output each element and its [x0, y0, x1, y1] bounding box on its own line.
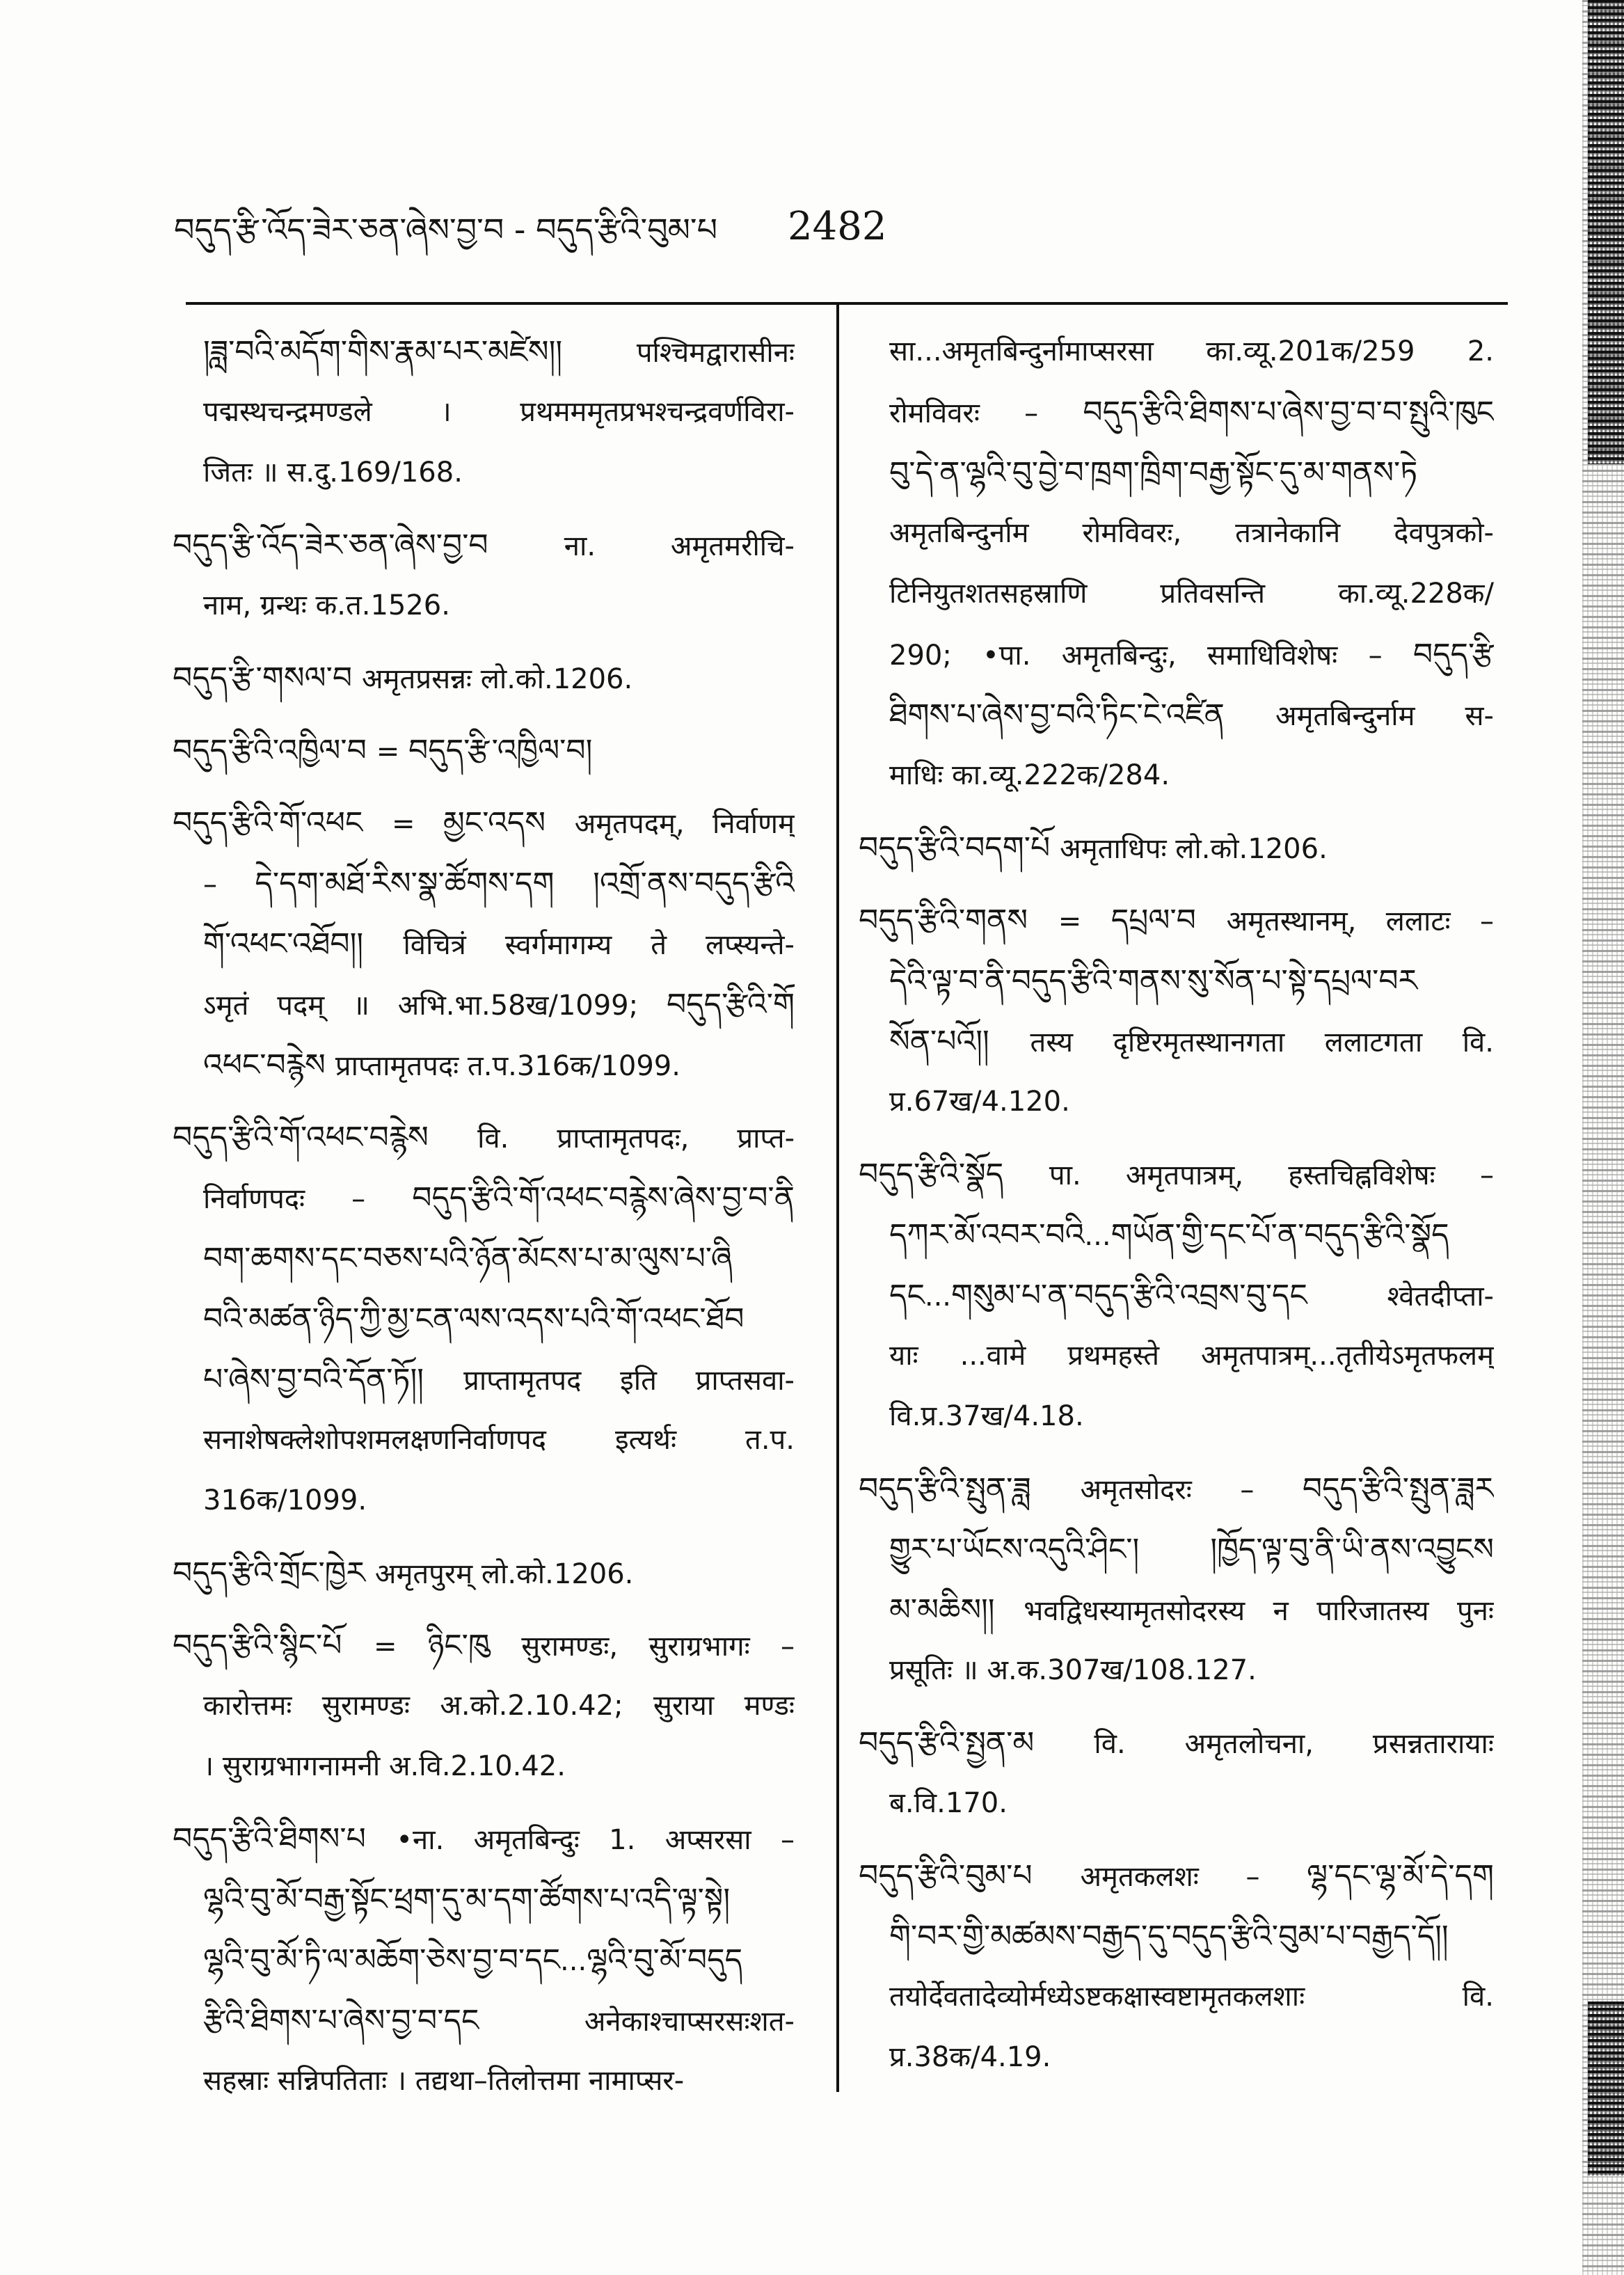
entry-line [859, 1519, 1494, 1580]
sanskrit-text: प्रसूतिः ॥ अ.क.307ख/108.127. [889, 1654, 1257, 1686]
entry-line [859, 1011, 1494, 1072]
tibetan-text: བདུད་རྩིའི་གནས [859, 903, 1058, 938]
sanskrit-text: नाम, ग्रन्थः क.त.1526. [203, 589, 450, 621]
sanskrit-text: – [203, 869, 255, 901]
entry-headline [859, 1846, 1494, 1906]
sanskrit-text: जितः ॥ स.दु.169/168. [203, 457, 463, 489]
entry-headline [859, 890, 1494, 951]
entry-line [859, 624, 1494, 685]
tibetan-text: དང [889, 1278, 925, 1313]
left-column [173, 322, 795, 2111]
tibetan-text: བདུད་རྩི་གསལ་བ [173, 660, 363, 696]
entry-line [859, 1967, 1494, 2027]
sanskrit-text: सहस्राः सन्निपतिताः । तद्यथा–तिलोत्तमा नामाप्सर- [203, 2065, 685, 2097]
sanskrit-text: अमृतपुरम् लो.को.1206. [374, 1558, 634, 1590]
entry-line [859, 564, 1494, 624]
sanskrit-text: 316क/1099. [203, 1484, 367, 1516]
sanskrit-text: = [376, 736, 409, 768]
tibetan-text: བདུད་རྩིའི་གོ་འཕང་བརྙེས་ཞེས་བྱ་བ་ནི [412, 1180, 795, 1216]
tibetan-text: བདུད་རྩི [1412, 637, 1494, 672]
entry-line [173, 1990, 795, 2051]
tibetan-text: གོ་འཕང་འཐོབ།། [203, 926, 404, 962]
sanskrit-text: अनेकाश्चाप्सरसःशत- [584, 2006, 795, 2038]
dictionary-entry [859, 1713, 1494, 1834]
tibetan-text: ཐིགས་པ་ཞེས་བྱ་བའི་ཏིང་ངེ་འཛིན [889, 697, 1276, 733]
entry-line [173, 1289, 795, 1349]
entry-line [859, 1386, 1494, 1447]
sanskrit-text: 290; •पा. अमृतबिन्दुः, समाधिविशेषः – [889, 640, 1413, 672]
sanskrit-text: ब.वि.170. [889, 1787, 1008, 1819]
tibetan-text: དཀར་མོ་འབར་བའི [889, 1217, 1085, 1253]
dictionary-entry [173, 515, 795, 636]
sanskrit-text: अमृतस्थानम्, ललाटः – [1226, 905, 1494, 937]
entry-line [859, 382, 1494, 443]
sanskrit-text: टिनियुतशतसहस्राणि प्रतिवसन्ति का.व्यू.228क/ [889, 578, 1494, 610]
entry-line [173, 2051, 795, 2111]
entry-line [173, 322, 795, 382]
entry-line [859, 1773, 1494, 1834]
entry-headline [173, 1809, 795, 1869]
sanskrit-text: अमृतकलशः – [1080, 1861, 1307, 1893]
sanskrit-text: निर्वाणपदः – [203, 1183, 413, 1215]
entry-headline [859, 1713, 1494, 1773]
sanskrit-text: वि. प्राप्तामृतपदः, प्राप्त- [477, 1123, 795, 1155]
entry-line [859, 2027, 1494, 2088]
continued-entry [859, 322, 1494, 806]
sanskrit-text: प्र.67ख/4.120. [889, 1086, 1070, 1118]
entry-headline [173, 1615, 795, 1676]
dictionary-entry [173, 1809, 795, 2111]
entry-headline [173, 648, 795, 708]
sanskrit-text: सुरामण्डः, सुराग्रभागः – [521, 1631, 795, 1663]
entry-line [859, 685, 1494, 745]
dictionary-entry [859, 1144, 1494, 1447]
tibetan-text: བུ་དེ་ན་ལྷའི་བུ་བྱེ་བ་ཁྲག་ཁྲིག་བརྒྱ་སྟོང་དུ་མ་གནས་ཏེ [889, 455, 1418, 491]
tibetan-text: གི་བར་གྱི་མཚམས་བརྒྱད་དུ་བདུད་རྩིའི་བུམ་པ་བརྒྱད་དོ།། [889, 1919, 1449, 1954]
sanskrit-text: अमृतसोदरः – [1080, 1474, 1303, 1506]
tibetan-text: དེའི་ལྟ་བ་ནི་བདུད་རྩིའི་གནས་སུ་སོན་པ་སྟེ་དཔྲལ་བར [889, 963, 1418, 999]
tibetan-text: མྱང་འདས [443, 805, 575, 841]
sanskrit-text: पद्मस्थचन्द्रमण्डले । प्रथमममृतप्रभश्चन्द्रवर्णविरा- [203, 396, 795, 428]
sanskrit-text: प्र.38क/4.19. [889, 2041, 1051, 2073]
sanskrit-text: अमृतपदम्, निर्वाणम् [574, 808, 795, 840]
sanskrit-text: ना. अमृतमरीचि- [564, 530, 795, 562]
entry-headline [173, 793, 795, 853]
sanskrit-text: = [1058, 905, 1111, 937]
page-number: 2482 [788, 204, 887, 249]
column-divider [836, 303, 839, 2092]
sanskrit-text: = [391, 808, 443, 840]
entry-line [173, 1930, 795, 1990]
header-rule [186, 302, 1508, 305]
dictionary-entry [173, 1107, 795, 1531]
sanskrit-text: ... [560, 1945, 587, 1977]
entry-line [173, 1736, 795, 1797]
dictionary-entry [859, 818, 1494, 878]
sanskrit-text: ... [1084, 1220, 1111, 1252]
tibetan-text: བདུད་རྩིའི་གོ་འཕང་བརྙེས [173, 1120, 478, 1155]
sanskrit-text: अमृतप्रसन्नः लो.को.1206. [362, 663, 633, 695]
tibetan-text: བདུད་རྩིའི་གོ [666, 987, 795, 1022]
entry-line [859, 1265, 1494, 1326]
tibetan-text: བདུད་རྩིའི་ཐིགས་པ [173, 1821, 397, 1857]
tibetan-text: སོན་པའོ།། [889, 1024, 1030, 1059]
sanskrit-text: । सुराग्रभागनामनी अ.वि.2.10.42. [203, 1750, 566, 1782]
sanskrit-text: वि. अमृतलोचना, प्रसन्नतारायाः [1094, 1728, 1494, 1760]
tibetan-text: གྱུར་པ་ཡོངས་འདུའི་ཤིང་། །ཁྱོད་ལྟ་བུ་ནི་ཡི་ནས་འབྱུངས [889, 1532, 1494, 1567]
tibetan-text: བདུད་རྩིའི་སྤུན་ཟླར [1302, 1471, 1494, 1507]
sanskrit-text: माधिः का.व्यू.222क/284. [889, 759, 1170, 791]
entry-headline [173, 515, 795, 576]
entry-headline [859, 1459, 1494, 1519]
sanskrit-text: सनाशेषक्लेशोपशमलक्षणनिर्वाणपद इत्यर्थः त.प. [203, 1424, 795, 1456]
scan-edge-noise-dark [1588, 0, 1624, 464]
sanskrit-text: कारोत्तमः सुरामण्डः अ.को.2.10.42; सुराया मण्डः [203, 1690, 795, 1722]
entry-headline [173, 1107, 795, 1168]
entry-line [173, 1869, 795, 1930]
tibetan-text: གསུམ་པ་ན་བདུད་རྩིའི་འབྲས་བུ་དང [951, 1278, 1387, 1313]
running-head: བདུད་རྩི་འོད་ཟེར་ཅན་ཞེས་བྱ་བ - བདུད་རྩིའི་བུམ་པ [174, 211, 718, 248]
tibetan-text: བདུད་རྩིའི་གོ་འཕང [173, 805, 392, 841]
tibetan-text: དཔྲལ་བ [1110, 903, 1227, 938]
entry-headline [173, 720, 795, 781]
entry-line [859, 1326, 1494, 1386]
tibetan-text: བདུད་རྩིའི་གྲོང་ཁྱེར [173, 1555, 375, 1591]
tibetan-text: ལྷ་དང་ལྷ་མོ་དེ་དག [1307, 1858, 1494, 1894]
entry-line [859, 443, 1494, 503]
tibetan-text: བདུད་རྩིའི་སྤྱན་མ [859, 1725, 1094, 1761]
entry-headline [859, 1144, 1494, 1205]
sanskrit-text: श्वेतदीप्ता- [1387, 1281, 1494, 1313]
tibetan-text: པ་ཞེས་བྱ་བའི་དོན་ཏོ།། [203, 1362, 464, 1397]
tibetan-text: ཉིང་ཁུ [427, 1628, 522, 1663]
entry-line [859, 1205, 1494, 1265]
entry-line [173, 382, 795, 443]
tibetan-text: དེ་དག་མཐོ་རིས་སྣ་ཚོགས་དག །འགྲོ་ནས་བདུད་རྩིའི [255, 866, 795, 901]
entry-line [173, 1676, 795, 1736]
sanskrit-text: ऽमृतं पदम् ॥ अभि.भा.58ख/1099; [203, 990, 667, 1022]
sanskrit-text: वि.प्र.37ख/4.18. [889, 1400, 1084, 1432]
dictionary-entry [859, 890, 1494, 1132]
dictionary-entry [173, 720, 795, 781]
tibetan-text: ལྷའི་བུ་མོ་ཏི་ལ་མཆོག་ཅེས་བྱ་བ་དང [203, 1942, 561, 1978]
tibetan-text: བདུད་རྩིའི་སྤུན་ཟླ [859, 1471, 1081, 1507]
entry-line [173, 1410, 795, 1471]
continued-entry [173, 322, 795, 503]
entry-line [859, 951, 1494, 1011]
sanskrit-text: तयोर्देवतादेव्योर्मध्येऽष्टकक्षास्वष्टामृतकलशाः वि. [889, 1981, 1494, 2013]
dictionary-entry [173, 1543, 795, 1603]
sanskrit-text: अमृतबिन्दुर्नाम रोमविवरः, तत्रानेकानि देवपुत्रको- [889, 517, 1494, 549]
dictionary-entry [173, 648, 795, 708]
sanskrit-text: •ना. अमृतबिन्दुः 1. अप्सरसा – [396, 1824, 795, 1856]
dictionary-entry [859, 1846, 1494, 2088]
tibetan-text: བདུད་རྩི་འོད་ཟེར་ཅན་ཞེས་བྱ་བ [173, 528, 564, 563]
tibetan-text: བདུད་རྩིའི་བུམ་པ [859, 1858, 1081, 1894]
tibetan-text: གཡོན་གྱི་དང་པོ་ན་བདུད་རྩིའི་སྣོད [1110, 1217, 1449, 1253]
entry-headline [173, 1543, 795, 1603]
dictionary-entry [173, 1615, 795, 1797]
sanskrit-text: पश्चिमद्वारासीनः [636, 337, 795, 369]
sanskrit-text: प्राप्तामृतपदः त.प.316क/1099. [335, 1050, 680, 1082]
dictionary-entry [859, 1459, 1494, 1701]
dictionary-entry [173, 793, 795, 1095]
entry-line [859, 1640, 1494, 1701]
entry-line [173, 1168, 795, 1228]
tibetan-text: ལྷའི་བུ་མོ་བརྒྱ་སྟོང་ཕྲག་དུ་མ་དག་ཚོགས་པ་འདི་ལྟ་སྟེ། [203, 1882, 731, 1917]
sanskrit-text: रोमविवरः – [889, 397, 1083, 429]
entry-line [859, 503, 1494, 564]
tibetan-text: འཕང་བརྙེས [203, 1047, 335, 1083]
entry-line [859, 1906, 1494, 1967]
sanskrit-text: सा...अमृतबिन्दुर्नामाप्सरसा का.व्यू.201क/259 2. [889, 335, 1494, 367]
entry-line [859, 322, 1494, 382]
sanskrit-text: पा. अमृतपात्रम्, हस्तचिह्नविशेषः – [1049, 1159, 1494, 1191]
entry-line [173, 1349, 795, 1410]
tibetan-text: བདུད་རྩིའི་ཐིགས་པ་ཞེས་བྱ་བ་བ་སྤུའི་ཁུང [1083, 395, 1494, 430]
tibetan-text: །ཟླ་བའི་མདོག་གིས་རྣམ་པར་མཛེས།། [203, 334, 637, 370]
entry-line [173, 1471, 795, 1531]
right-column [859, 322, 1494, 2088]
sanskrit-text: अमृतबिन्दुर्नाम स- [1275, 700, 1494, 732]
sanskrit-text: तस्य दृष्टिरमृतस्थानगता ललाटगता वि. [1030, 1026, 1494, 1059]
entry-line [859, 745, 1494, 806]
entry-line [173, 576, 795, 636]
tibetan-text: བག་ཆགས་དང་བཅས་པའི་ཉོན་མོངས་པ་མ་ལུས་པ་ཞི [203, 1241, 733, 1276]
scan-edge-noise-dark [1588, 2001, 1624, 2175]
tibetan-text: བདུད་རྩི་འཁྱིལ་བ། [408, 733, 593, 768]
tibetan-text: བདུད་རྩིའི་སྙིང་པོ [173, 1628, 374, 1663]
entry-line [859, 1072, 1494, 1132]
entry-line [173, 1228, 795, 1289]
sanskrit-text: प्राप्तामृतपद इति प्राप्तसवा- [463, 1365, 795, 1397]
sanskrit-text: अमृताधिपः लो.को.1206. [1060, 833, 1328, 865]
tibetan-text: བདུད་རྩིའི་བདག་པོ [859, 830, 1060, 866]
entry-line [173, 1035, 795, 1095]
entry-line [173, 443, 795, 503]
sanskrit-text: = [373, 1631, 428, 1663]
tibetan-text: བདུད་རྩིའི་འཁྱིལ་བ [173, 733, 376, 768]
entry-headline [859, 818, 1494, 878]
entry-line [173, 974, 795, 1035]
sanskrit-text: याः ...वामे प्रथमहस्ते अमृतपात्रम्...तृतीयेऽमृतफलम् [889, 1340, 1494, 1372]
sanskrit-text: विचित्रं स्वर्गमागम्य ते लप्स्यन्ते- [403, 929, 795, 961]
sanskrit-text: ... [924, 1281, 952, 1313]
tibetan-text: མ་མཆིས།། [889, 1592, 1024, 1628]
entry-line [173, 853, 795, 914]
tibetan-text: བདུད་རྩིའི་སྣོད [859, 1157, 1049, 1192]
sanskrit-text: भवद्विधस्यामृतसोदरस्य न पारिजातस्य पुनः [1024, 1595, 1494, 1627]
tibetan-text: བའི་མཚན་ཉིད་ཀྱི་མྱ་ངན་ལས་འདས་པའི་གོ་འཕང་ཐོབ [203, 1301, 745, 1337]
entry-line [859, 1580, 1494, 1640]
tibetan-text: རྩིའི་ཐིགས་པ་ཞེས་བྱ་བ་དང [203, 2003, 584, 2038]
tibetan-text: ལྷའི་བུ་མོ་བདུད [587, 1942, 743, 1978]
entry-line [173, 914, 795, 974]
